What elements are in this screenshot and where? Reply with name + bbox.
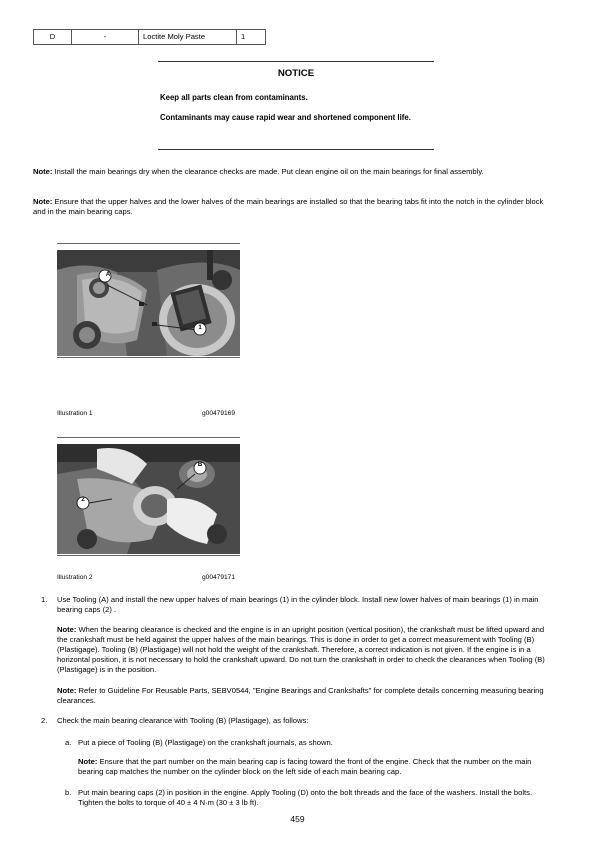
quantity-cell: 1 xyxy=(237,30,266,45)
callout-2: 2 xyxy=(81,497,85,503)
step-2a-note: Note: Ensure that the part number on the main bearing cap is facing toward the front of the engine. Check that the number on the main bearing cap matches the number on the cylinder block on the left side of each main bearing cap. xyxy=(78,757,532,777)
illustration-2-code: g00479171 xyxy=(202,574,236,581)
notice-line-2: Contaminants may cause rapid wear and shortened component life. xyxy=(160,113,411,122)
notice-bottom-rule xyxy=(158,149,434,150)
notice-title: NOTICE xyxy=(277,68,315,79)
illustration-1-code: g00479169 xyxy=(202,410,236,417)
illustration-2-photo-bottom xyxy=(57,555,240,556)
step-2-number: 2. xyxy=(41,716,48,725)
note-bearing-tabs: Note: Ensure that the upper halves and the lower halves of the main bearings are installed so that the bearing tabs fit into the notch in the cylinder block and in the main bearing caps. xyxy=(33,197,544,217)
table-row xyxy=(34,30,266,45)
callout-a: A xyxy=(105,272,111,278)
step-2a-text: Put a piece of Tooling (B) (Plastigage) on the crankshaft journals, as shown. xyxy=(78,738,333,747)
callout-1: 1 xyxy=(198,325,202,331)
step-1-text: Use Tooling (A) and install the new upper halves of main bearings (1) in the cylinder block. Install new lower halves of main bearings (1) in main bearing caps (2) . xyxy=(57,595,539,615)
illustration-1-caption: Illustration 1 xyxy=(57,410,93,417)
step-2-text: Check the main bearing clearance with Tooling (B) (Plastigage), as follows: xyxy=(57,716,309,725)
step-2b-text: Put main bearing caps (2) in position in the engine. Apply Tooling (D) onto the bolt threads and the face of the washers. Install the bolts. Tighten the bolts to torque of 40 ± 4 N·m (30 ± 3 lb ft). xyxy=(78,788,533,808)
description-cell: Loctite Moly Paste xyxy=(139,30,237,45)
step-1-note-guideline: Note: Refer to Guideline For Reusable Parts, SEBV0544, "Engine Bearings and Crankshafts" for complete details concerning measuring bearing clearances. xyxy=(57,686,544,706)
tool-cell: D xyxy=(34,30,72,45)
illustration-1-photo-bottom xyxy=(57,357,240,358)
tooling-table xyxy=(33,29,266,45)
engine-block-photo-1 xyxy=(57,250,240,356)
step-2b-number: b. xyxy=(65,788,72,797)
illustration-1-rule xyxy=(57,243,240,244)
page-number: 459 xyxy=(290,814,305,824)
illustration-2-rule xyxy=(57,437,240,438)
part-number-cell: - xyxy=(72,30,139,45)
step-2a-number: a. xyxy=(65,738,72,747)
notice-line-1: Keep all parts clean from contaminants. xyxy=(160,93,308,102)
illustration-1-photo xyxy=(57,250,240,356)
note-install-dry: Note: Install the main bearings dry when the clearance checks are made. Put clean engine oil on the main bearings for final assembly. xyxy=(33,167,484,176)
illustration-2-caption: Illustration 2 xyxy=(57,574,93,581)
step-1-number: 1. xyxy=(41,595,48,604)
notice-top-rule xyxy=(158,61,434,62)
step-1-note-clearance: Note: When the bearing clearance is checked and the engine is in an upright position (vertical position), the crankshaft must be lifted upward and the crankshaft must be held against the upper halves of the main bearings. This is done in order to get a correct measurement with Tooling (B) (Plastigage). Tooling (B) (Plastigage) will not hold the weight of the crankshaft. Therefore, a correct indication is not given. If the engine is in a horizontal position, it is not necessary to hold the crankshaft upward. Do not turn the crankshaft in order to check the clearances when Tooling (B) (Plastigage) is in the position. xyxy=(57,625,545,675)
callout-b: B xyxy=(197,462,203,468)
